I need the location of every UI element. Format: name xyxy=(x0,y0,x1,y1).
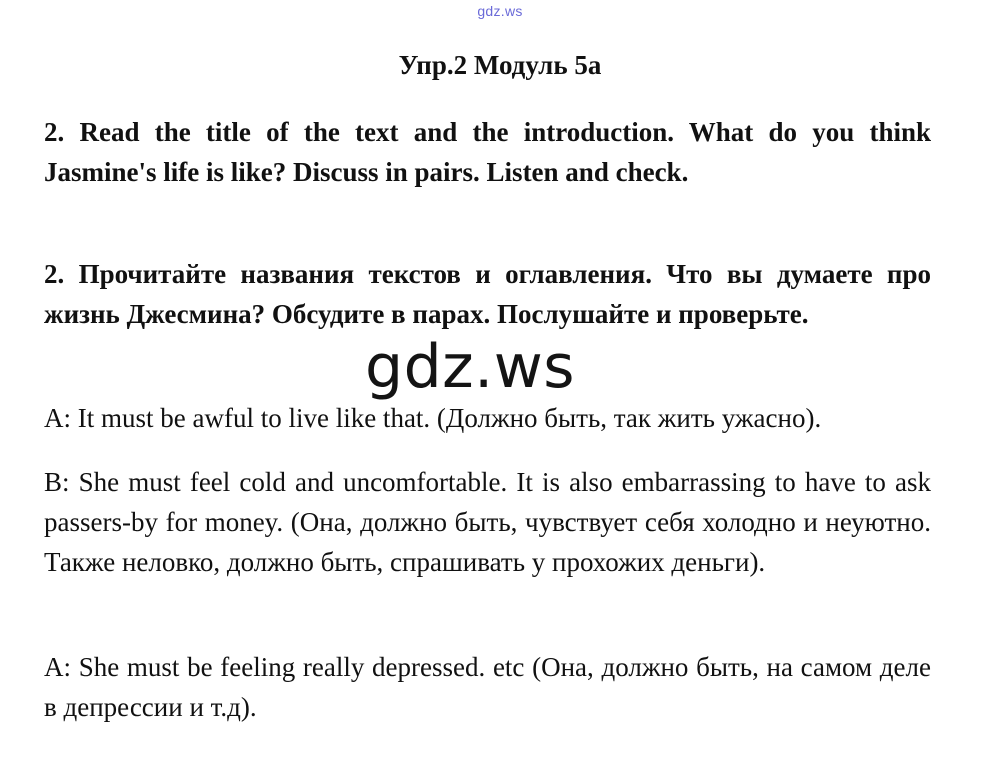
watermark-center: gdz.ws xyxy=(365,332,576,402)
dialog-line-b: B: She must feel cold and uncomfortable. It is also embarrassing to have to ask passers-by for money. (Она, должно быть, чувствует себя холодно и неуютно. Также неловко, должно быть, спрашивать у прохожих деньги). xyxy=(44,467,931,577)
task-english: 2. Read the title of the text and the introduction. What do you think Jasmine's life is like? Discuss in pairs. Listen and check. xyxy=(44,117,931,187)
task-russian: 2. Прочитайте названия текстов и оглавления. Что вы думаете про жизнь Джесмина? Обсудите в парах. Послушайте и проверьте. xyxy=(44,259,931,329)
page-heading: Упр.2 Модуль 5а xyxy=(398,50,602,80)
dialog-line-a1: A: It must be awful to live like that. (Должно быть, так жить ужасно). xyxy=(44,403,822,433)
watermark-top: gdz.ws xyxy=(477,3,523,19)
dialog-line-a2: A: She must be feeling really depressed. etc (Она, должно быть, на самом деле в депрессии и т.д). xyxy=(44,652,931,722)
